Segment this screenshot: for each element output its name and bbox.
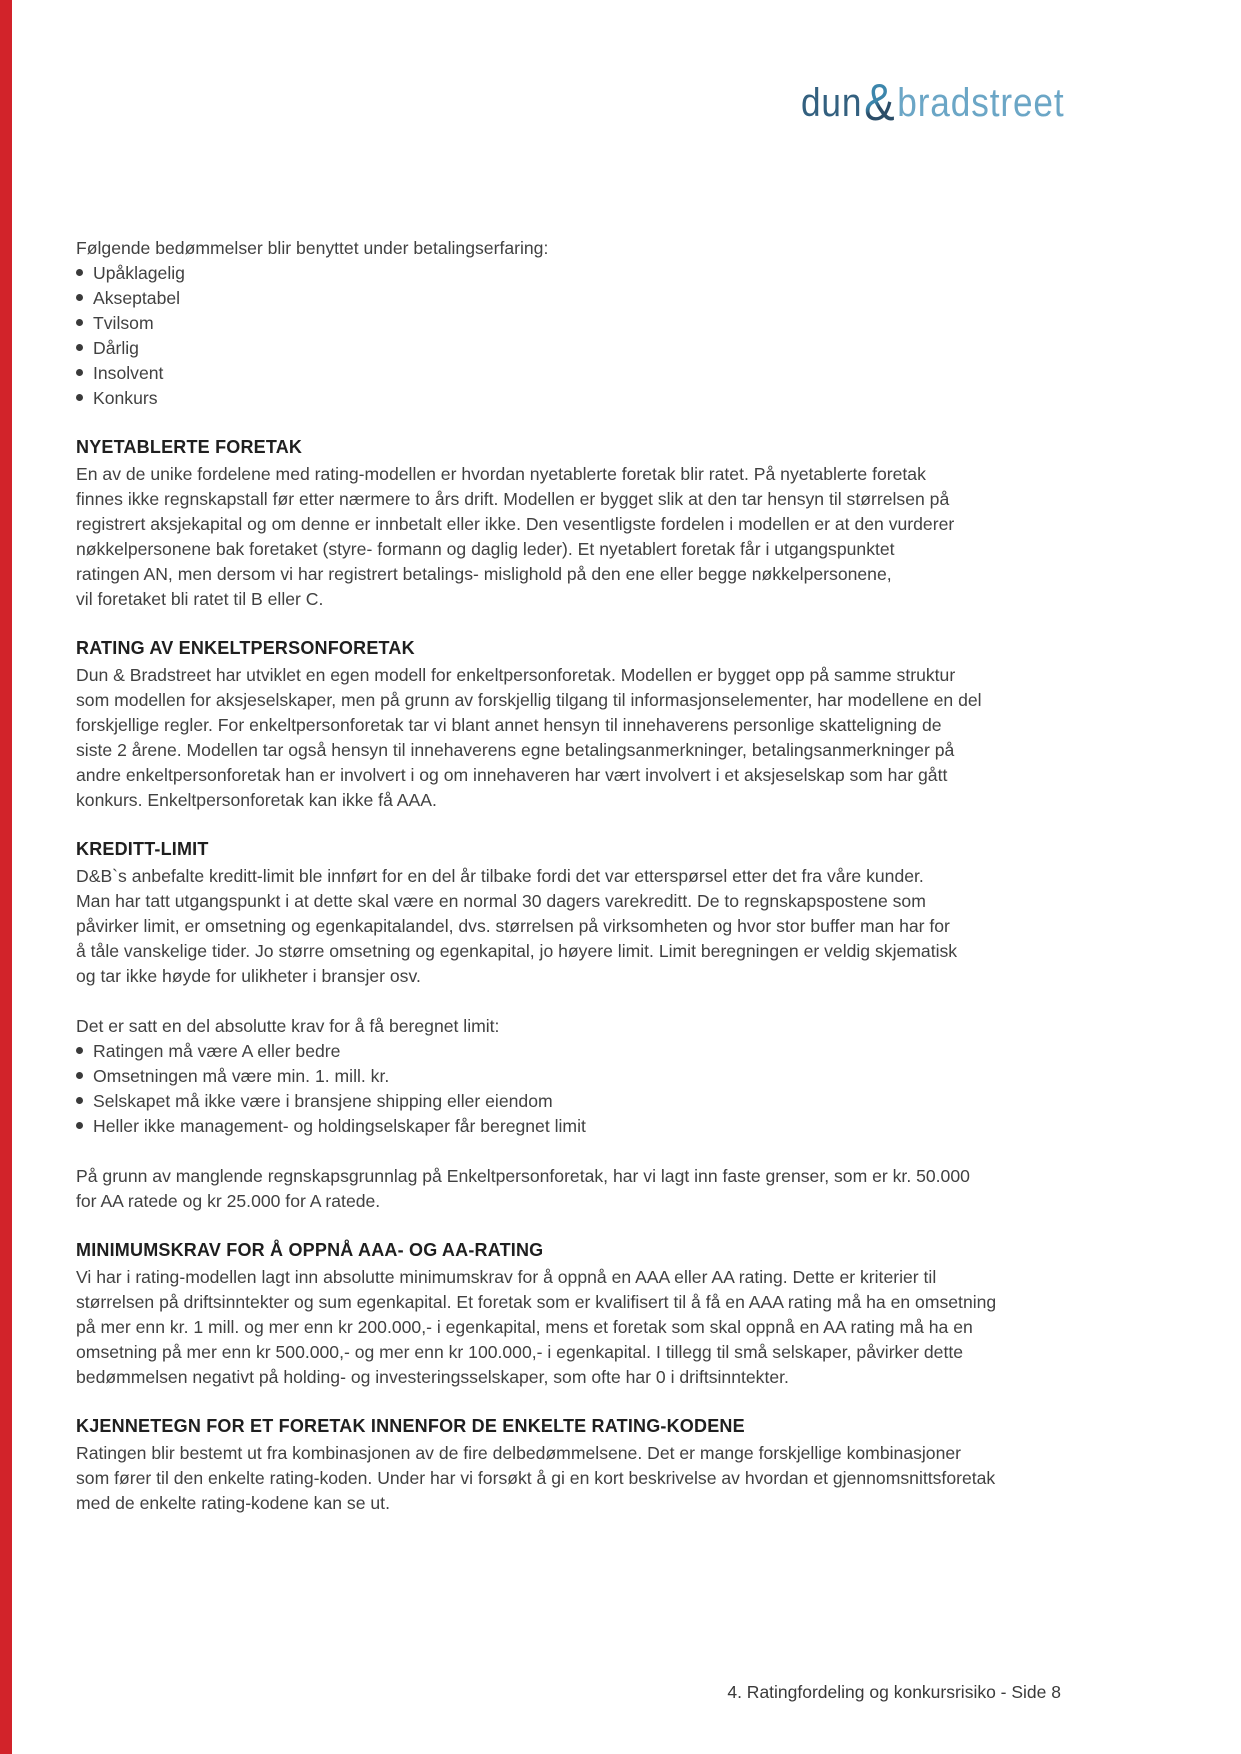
paragraph-block: [76, 462, 1068, 612]
bullet-item: [76, 386, 1068, 411]
text-line: omsetning på mer enn kr 500.000,- og mer enn kr 100.000,- i egenkapital. I tillegg til små selskaper, påvirker dette: [76, 1342, 964, 1362]
text-line: for AA ratede og kr 25.000 for A ratede.: [76, 1191, 381, 1211]
text-line: og tar ikke høyde for ulikheter i bransjer osv.: [76, 966, 421, 986]
text-line: Det er satt en del absolutte krav for å få beregnet limit:: [76, 1016, 500, 1036]
bullet-dot-icon: [76, 1097, 83, 1104]
bullet-dot-icon: [76, 1072, 83, 1079]
text-line: som modellen for aksjeselskaper, men på grunn av forskjellig tilgang til informasjonselementer, har modellene en del: [76, 690, 982, 710]
text-line: Dun & Bradstreet har utviklet en egen modell for enkeltpersonforetak. Modellen er bygget opp på samme struktur: [76, 665, 956, 685]
content-section: [76, 636, 1068, 813]
content-section: [76, 435, 1068, 612]
document-body: [76, 0, 1068, 1516]
text-line: D&B`s anbefalte kreditt-limit ble innført for en del år tilbake fordi det var etterspørsel etter det fra våre kunder.: [76, 866, 924, 886]
bullet-text: Dårlig: [93, 338, 139, 358]
content-section: [76, 1414, 1068, 1516]
bullet-text: Selskapet må ikke være i bransjene shipping eller eiendom: [93, 1091, 553, 1111]
sections-container: [76, 435, 1068, 1516]
assessment-bullet-list: [76, 261, 1068, 411]
bullet-text: Heller ikke management- og holdingselskaper får beregnet limit: [93, 1116, 586, 1136]
paragraph-block: [76, 1441, 1068, 1516]
bullet-text: Upåklagelig: [93, 263, 185, 283]
text-line: finnes ikke regnskapstall før etter nærmere to års drift. Modellen er bygget slik at den tar hensyn til størrelsen på: [76, 489, 950, 509]
text-line: Ratingen blir bestemt ut fra kombinasjonen av de fire delbedømmelsene. Det er mange forskjellige kombinasjoner: [76, 1443, 962, 1463]
bullet-item: [76, 336, 1068, 361]
text-line: som fører til den enkelte rating-koden. Under har vi forsøkt å gi en kort beskrivelse av hvordan et gjennomsnittsforetak: [76, 1468, 996, 1488]
text-line: Man har tatt utgangspunkt i at dette skal være en normal 30 dagers varekreditt. De to regnskapspostene som: [76, 891, 926, 911]
text-line: forskjellige regler. For enkeltpersonforetak tar vi blant annet hensyn til innehaverens personlige skatteligning de: [76, 715, 942, 735]
bullet-item: [76, 361, 1068, 386]
section-heading: RATING AV ENKELTPERSONFORETAK: [76, 638, 415, 658]
bullet-dot-icon: [76, 319, 83, 326]
section-heading: NYETABLERTE FORETAK: [76, 437, 303, 457]
bullet-item: [76, 261, 1068, 286]
bullet-text: Ratingen må være A eller bedre: [93, 1041, 341, 1061]
limit-criteria-bullet-list: [76, 1039, 1068, 1139]
text-line: nøkkelpersonene bak foretaket (styre- formann og daglig leder). Et nyetablert foretak får i utgangspunktet: [76, 539, 895, 559]
bullet-dot-icon: [76, 394, 83, 401]
paragraph-block: [76, 1014, 1068, 1039]
bullet-dot-icon: [76, 1122, 83, 1129]
logo-ampersand-icon: &: [864, 74, 896, 132]
text-line: påvirker limit, er omsetning og egenkapitalandel, dvs. størrelsen på virksomheten og hvor stor buffer man har for: [76, 916, 950, 936]
bullet-dot-icon: [76, 1047, 83, 1054]
bullet-item: [76, 1089, 1068, 1114]
section-heading: MINIMUMSKRAV FOR Å OPPNÅ AAA- OG AA-RATING: [76, 1240, 544, 1260]
left-edge-stripe: [0, 0, 12, 1754]
bullet-item: [76, 1064, 1068, 1089]
content-section: [76, 1238, 1068, 1390]
paragraph-block: [76, 663, 1068, 813]
content-section: [76, 837, 1068, 1214]
text-line: på mer enn kr. 1 mill. og mer enn kr 200.000,- i egenkapital, mens et foretak som skal oppnå en AA rating må ha en: [76, 1317, 973, 1337]
bullet-text: Konkurs: [93, 388, 158, 408]
page-footer-text: 4. Ratingfordeling og konkursrisiko - Side 8: [727, 1682, 1061, 1702]
bullet-item: [76, 286, 1068, 311]
bullet-text: Omsetningen må være min. 1. mill. kr.: [93, 1066, 390, 1086]
paragraph-block: [76, 864, 1068, 989]
bullet-text: Insolvent: [93, 363, 164, 383]
text-line: På grunn av manglende regnskapsgrunnlag på Enkeltpersonforetak, har vi lagt inn faste grenser, som er kr. 50.000: [76, 1166, 970, 1186]
logo-dun-text: dun: [801, 81, 863, 125]
logo-bradstreet-text: bradstreet: [897, 81, 1065, 125]
bullet-dot-icon: [76, 344, 83, 351]
text-line: registrert aksjekapital og om denne er innbetalt eller ikke. Den vesentligste fordelen i modellen er at den vurderer: [76, 514, 955, 534]
text-line: En av de unike fordelene med rating-modellen er hvordan nyetablerte foretak blir ratet. På nyetablerte foretak: [76, 464, 926, 484]
bullet-item: [76, 311, 1068, 336]
text-line: å tåle vanskelige tider. Jo større omsetning og egenkapital, jo høyere limit. Limit beregningen er veldig skjematisk: [76, 941, 958, 961]
bullet-dot-icon: [76, 369, 83, 376]
bullet-text: Akseptabel: [93, 288, 181, 308]
bullet-item: [76, 1039, 1068, 1064]
text-line: Vi har i rating-modellen lagt inn absolutte minimumskrav for å oppnå en AAA eller AA rating. Dette er kriterier til: [76, 1267, 937, 1287]
text-line: ratingen AN, men dersom vi har registrert betalings- mislighold på den ene eller begge nøkkelpersonene,: [76, 564, 892, 584]
text-line: størrelsen på driftsinntekter og sum egenkapital. Et foretak som er kvalifisert til å få en AAA rating må ha en omsetning: [76, 1292, 997, 1312]
bullet-item: [76, 1114, 1068, 1139]
bullet-dot-icon: [76, 269, 83, 276]
bullet-text: Tvilsom: [93, 313, 154, 333]
text-line: med de enkelte rating-kodene kan se ut.: [76, 1493, 390, 1513]
text-line: siste 2 årene. Modellen tar også hensyn til innehaverens egne betalingsanmerkninger, betalingsanmerkninger på: [76, 740, 955, 760]
text-line: konkurs. Enkeltpersonforetak kan ikke få AAA.: [76, 790, 437, 810]
text-line: andre enkeltpersonforetak han er involvert i og om innehaveren har vært involvert i et aksjeselskap som har gått: [76, 765, 948, 785]
paragraph-block: [76, 1164, 1068, 1214]
text-line: bedømmelsen negativt på holding- og investeringsselskaper, som ofte har 0 i driftsinntekter.: [76, 1367, 789, 1387]
section-heading: KREDITT-LIMIT: [76, 839, 209, 859]
bullet-dot-icon: [76, 294, 83, 301]
intro-lead-text: Følgende bedømmelser blir benyttet under betalingserfaring:: [76, 238, 549, 258]
paragraph-block: [76, 1265, 1068, 1390]
text-line: vil foretaket bli ratet til B eller C.: [76, 589, 324, 609]
section-heading: KJENNETEGN FOR ET FORETAK INNENFOR DE ENKELTE RATING-KODENE: [76, 1416, 745, 1436]
